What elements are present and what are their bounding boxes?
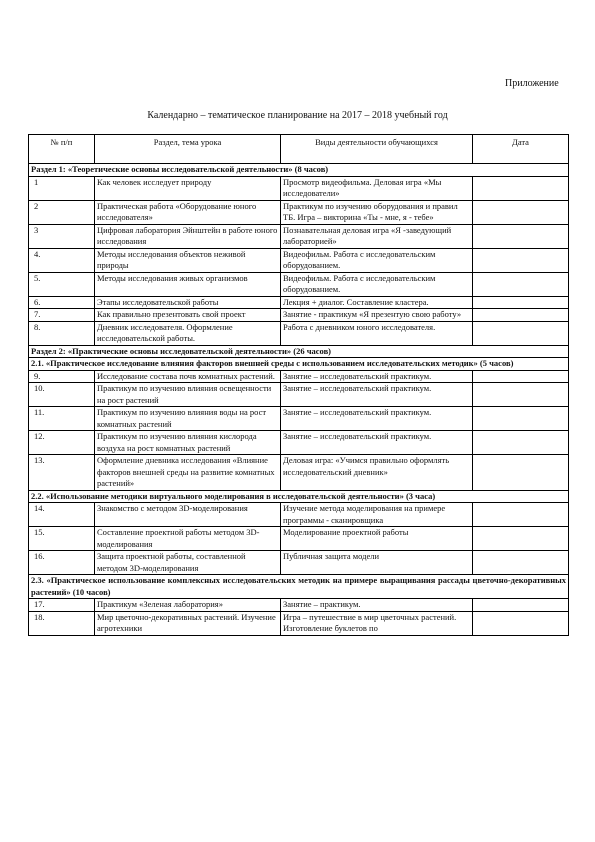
- lesson-activity: Занятие – практикум.: [281, 599, 473, 612]
- lesson-topic: Практическая работа «Оборудование юного исследователя»: [95, 200, 281, 224]
- lesson-activity: Просмотр видеофильма. Деловая игра «Мы исследователи»: [281, 176, 473, 200]
- lesson-number: 6.: [29, 296, 95, 309]
- lesson-topic: Методы исследования живых организмов: [95, 272, 281, 296]
- document-title: Календарно – тематическое планирование на 2017 – 2018 учебный год: [147, 110, 448, 121]
- lesson-date: [473, 272, 569, 296]
- lesson-topic: Дневник исследователя. Оформление исследовательской работы.: [95, 321, 281, 345]
- header-number: № п/п: [29, 135, 95, 164]
- lesson-activity: Занятие - практикум «Я презентую свою работу»: [281, 309, 473, 322]
- lesson-number: 2: [29, 200, 95, 224]
- table-row: [29, 309, 569, 322]
- lesson-number: 8.: [29, 321, 95, 345]
- lesson-activity: Игра – путешествие в мир цветочных растений. Изготовление буклетов по: [281, 611, 473, 635]
- lesson-number: 5.: [29, 272, 95, 296]
- lesson-date: [473, 321, 569, 345]
- section-row: [29, 490, 569, 503]
- lesson-topic: Практикум «Зеленая лаборатория»: [95, 599, 281, 612]
- table-row: [29, 527, 569, 551]
- lesson-number: 4.: [29, 248, 95, 272]
- lesson-date: [473, 248, 569, 272]
- lesson-number: 17.: [29, 599, 95, 612]
- lesson-topic: Практикум по изучению влияния кислорода воздуха на рост комнатных растений: [95, 431, 281, 455]
- section-title: Раздел 2: «Практические основы исследовательской деятельности» (26 часов): [29, 345, 569, 358]
- section-row: [29, 358, 569, 371]
- lesson-activity: Занятие – исследовательский практикум.: [281, 383, 473, 407]
- lesson-activity: Познавательная деловая игра «Я -заведующий лабораторией»: [281, 224, 473, 248]
- lesson-date: [473, 224, 569, 248]
- lesson-topic: Защита проектной работы, составленной методом 3D-моделирования: [95, 551, 281, 575]
- table-row: [29, 551, 569, 575]
- table-row: [29, 431, 569, 455]
- lesson-date: [473, 527, 569, 551]
- lesson-number: 10.: [29, 383, 95, 407]
- lesson-topic: Этапы исследовательской работы: [95, 296, 281, 309]
- section-row: [29, 345, 569, 358]
- table-row: [29, 455, 569, 491]
- lesson-topic: Практикум по изучению влияния освещенности на рост растений: [95, 383, 281, 407]
- table-row: [29, 370, 569, 383]
- table-row: [29, 407, 569, 431]
- lesson-activity: Видеофильм. Работа с исследовательским оборудованием.: [281, 272, 473, 296]
- lesson-topic: Методы исследования объектов неживой природы: [95, 248, 281, 272]
- lesson-activity: Изучение метода моделирования на примере программы - сканировщика: [281, 503, 473, 527]
- lesson-number: 14.: [29, 503, 95, 527]
- lesson-activity: Публичная защита модели: [281, 551, 473, 575]
- lesson-number: 11.: [29, 407, 95, 431]
- lesson-date: [473, 431, 569, 455]
- lesson-date: [473, 551, 569, 575]
- lesson-number: 16.: [29, 551, 95, 575]
- table-row: [29, 383, 569, 407]
- lesson-activity: Моделирование проектной работы: [281, 527, 473, 551]
- table-header-row: [29, 135, 569, 164]
- table-row: [29, 224, 569, 248]
- lesson-activity: Работа с дневником юного исследователя.: [281, 321, 473, 345]
- table-row: [29, 272, 569, 296]
- lesson-date: [473, 455, 569, 491]
- appendix-label: Приложение: [505, 78, 559, 89]
- lesson-number: 3: [29, 224, 95, 248]
- section-title: 2.2. «Использование методики виртуального моделирования в исследовательской деятельности» (3 часа): [29, 490, 569, 503]
- lesson-number: 1: [29, 176, 95, 200]
- lesson-date: [473, 176, 569, 200]
- section-title: 2.1. «Практическое исследование влияния факторов внешней среды с использованием исследовательских методик» (5 часов): [29, 358, 569, 371]
- header-topic: Раздел, тема урока: [95, 135, 281, 164]
- lesson-date: [473, 383, 569, 407]
- table-row: [29, 321, 569, 345]
- table-row: [29, 248, 569, 272]
- lesson-number: 7.: [29, 309, 95, 322]
- lesson-topic: Цифровая лаборатория Эйнштейн в работе юного исследования: [95, 224, 281, 248]
- lesson-activity: Деловая игра: «Учимся правильно оформлять исследовательский дневник»: [281, 455, 473, 491]
- lesson-number: 15.: [29, 527, 95, 551]
- lesson-topic: Оформление дневника исследования «Влияние факторов внешней среды на развитие комнатных растений»: [95, 455, 281, 491]
- lesson-date: [473, 503, 569, 527]
- table-row: [29, 176, 569, 200]
- lesson-activity: Занятие – исследовательский практикум.: [281, 370, 473, 383]
- section-title: 2.3. «Практическое использование комплексных исследовательских методик на примере выращивания рассады цветочно-декоративных растений» (10 часов): [29, 575, 569, 599]
- lesson-activity: Занятие – исследовательский практикум.: [281, 407, 473, 431]
- lesson-date: [473, 599, 569, 612]
- table-row: [29, 296, 569, 309]
- lesson-date: [473, 296, 569, 309]
- lesson-number: 13.: [29, 455, 95, 491]
- header-date: Дата: [473, 135, 569, 164]
- planning-table: [28, 134, 569, 636]
- lesson-topic: Мир цветочно-декоративных растений. Изучение агротехники: [95, 611, 281, 635]
- lesson-activity: Занятие – исследовательский практикум.: [281, 431, 473, 455]
- header-activity: Виды деятельности обучающихся: [281, 135, 473, 164]
- section-title: Раздел 1: «Теоретические основы исследовательской деятельности» (8 часов): [29, 164, 569, 177]
- lesson-topic: Составление проектной работы методом 3D-моделирования: [95, 527, 281, 551]
- lesson-number: 12.: [29, 431, 95, 455]
- lesson-number: 9.: [29, 370, 95, 383]
- lesson-topic: Практикум по изучению влияния воды на рост комнатных растений: [95, 407, 281, 431]
- table-row: [29, 599, 569, 612]
- section-row: [29, 164, 569, 177]
- lesson-topic: Как правильно презентовать свой проект: [95, 309, 281, 322]
- lesson-topic: Исследование состава почв комнатных растений.: [95, 370, 281, 383]
- table-row: [29, 200, 569, 224]
- table-row: [29, 611, 569, 635]
- lesson-date: [473, 370, 569, 383]
- table-row: [29, 503, 569, 527]
- lesson-number: 18.: [29, 611, 95, 635]
- lesson-topic: Как человек исследует природу: [95, 176, 281, 200]
- lesson-activity: Видеофильм. Работа с исследовательским оборудованием.: [281, 248, 473, 272]
- lesson-date: [473, 611, 569, 635]
- lesson-topic: Знакомство с методом 3D-моделирования: [95, 503, 281, 527]
- lesson-activity: Практикум по изучению оборудования и правил ТБ. Игра – викторина «Ты - мне, я - тебе»: [281, 200, 473, 224]
- lesson-activity: Лекция + диалог. Составление кластера.: [281, 296, 473, 309]
- lesson-date: [473, 309, 569, 322]
- lesson-date: [473, 200, 569, 224]
- lesson-date: [473, 407, 569, 431]
- section-row: [29, 575, 569, 599]
